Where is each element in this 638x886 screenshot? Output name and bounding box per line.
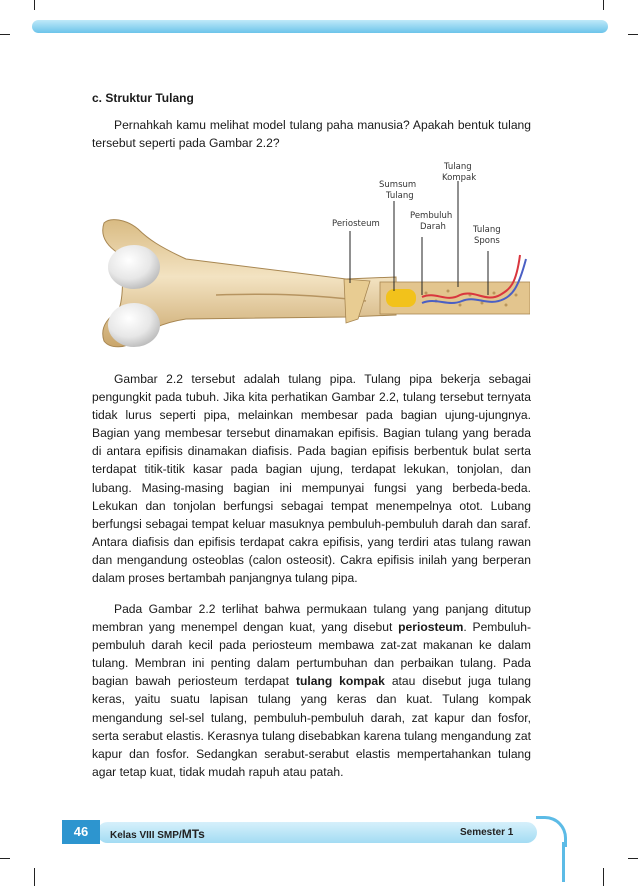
- bone-structure-figure: [96, 155, 530, 355]
- section-title: c. Struktur Tulang: [92, 91, 194, 105]
- label-kompak-2: Kompak: [442, 173, 477, 183]
- label-periosteum: Periosteum: [332, 219, 380, 229]
- label-sumsum-1: Sumsum: [379, 180, 417, 190]
- text-segment: . Pembuluh-pembuluh darah kecil pada periosteum membawa zat-zat makanan ke dalam tulang. Membran ini penting dalam pertumbuhan dan perbaikan tulang. Pada bagian bawah periosteum terdapat: [92, 620, 531, 689]
- bone-marrow: [386, 289, 416, 307]
- label-spons-2: Spons: [474, 236, 500, 246]
- crop-mark: [603, 0, 604, 10]
- header-bar: [32, 20, 608, 33]
- footer-semester: Semester 1: [460, 827, 514, 838]
- crop-mark: [628, 858, 638, 859]
- label-sumsum-2: Tulang: [386, 191, 414, 201]
- text-segment: atau disebut juga tulang keras, yaitu suatu lapisan tulang yang keras dan kuat. Tulang kompak mengandung sel-sel tulang, pembuluh-pembuluh darah, zat kapur dan fosfor, serta serabut elastis. Kerasnya tulang disebabkan karena tulang mengandung zat kapur dan fosfor. Sedangkan serabut-serabut elastis mempertahankan tulang agar tetap kuat, tidak mudah rapuh atau patah.: [92, 674, 531, 779]
- label-pembuluh-1: Pembuluh: [410, 211, 453, 221]
- term-periosteum: periosteum: [398, 620, 464, 635]
- footer-class-prefix: Kelas VIII SMP/: [110, 830, 182, 841]
- crop-mark: [603, 868, 604, 886]
- crop-mark: [34, 0, 35, 10]
- footer-class: [110, 827, 205, 841]
- paragraph-intro: Pernahkah kamu melihat model tulang paha manusia? Apakah bentuk tulang tersebut seperti pada Gambar 2.2?: [92, 118, 531, 151]
- condyle-lower: [108, 303, 160, 347]
- crop-mark: [628, 34, 638, 35]
- crop-mark: [34, 868, 35, 886]
- crop-mark: [0, 34, 10, 35]
- label-spons-1: Tulang: [473, 225, 501, 235]
- paragraph-tulang-pipa: Gambar 2.2 tersebut adalah tulang pipa. Tulang pipa bekerja sebagai pengungkit pada tubuh. Jika kita perhatikan Gambar 2.2, tulang tersebut ternyata tidak lurus seperti pipa, melainkan membesar pada bagian ujung-ujungnya. Bagian yang membesar tersebut dinamakan epifisis. Bagian tulang yang berada di antara epifisis dinamakan diafisis. Pada bagian epifisis berbentuk bulat serta terdapat titik-titik kasar pada bagian ujung, terdapat lekukan, tonjolan, dan lubang. Masing-masing bagian ini mempunyai fungsi yang berbeda-beda. Lekukan dan tonjolan berfungsi sebagai tempat menempelnya otot. Lubang berfungsi sebagai tempat keluar masuknya pembuluh-pembuluh darah dan saraf. Antara diafisis dan epifisis terdapat cakra epifisis, yang terdiri atas tulang rawan dan mengandung osteoblas (calon osteosit). Cakra epifisis inilah yang berperan dalam proses bertambah panjangnya tulang pipa.: [92, 372, 531, 586]
- paragraph-periosteum: [92, 600, 531, 781]
- text-segment: Pada Gambar 2.2 terlihat bahwa permukaan tulang yang panjang ditutup membran yang menempel dengan kuat, yang disebut: [92, 602, 531, 635]
- page-number: 46: [62, 820, 100, 844]
- condyle-upper: [108, 245, 160, 289]
- crop-mark: [0, 858, 10, 859]
- footer-line: [562, 842, 565, 882]
- label-kompak-1: Tulang: [444, 162, 472, 172]
- label-pembuluh-2: Darah: [420, 222, 446, 232]
- term-tulang-kompak: tulang kompak: [295, 674, 385, 689]
- footer-class-suffix: MTs: [181, 827, 205, 841]
